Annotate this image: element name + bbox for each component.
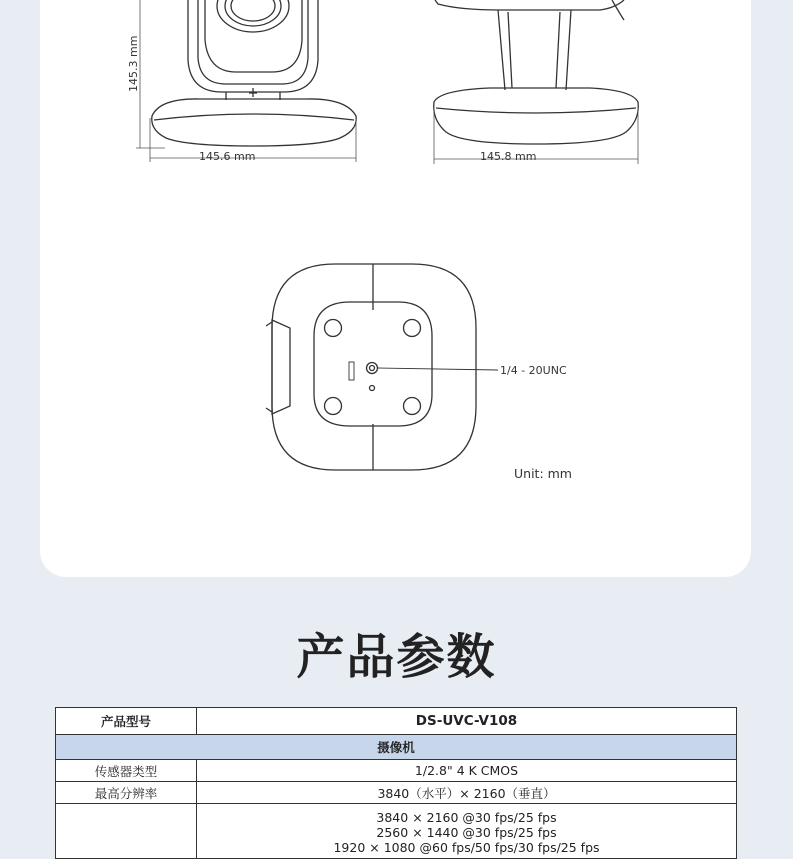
max-resolution-value: 3840（水平）× 2160（垂直） [197, 782, 737, 804]
model-label: 产品型号 [56, 708, 197, 735]
resolution-line: 1920 × 1080 @60 fps/50 fps/30 fps/25 fps [333, 840, 600, 855]
front-dimension-lines [136, 0, 356, 162]
sensor-type-value: 1/2.8" 4 K CMOS [197, 760, 737, 782]
front-height-label: 145.3 mm [127, 35, 140, 92]
side-view-drawing [434, 0, 639, 144]
max-resolution-label: 最高分辨率 [56, 782, 197, 804]
table-row [56, 708, 737, 735]
resolution-modes-value [197, 804, 737, 859]
resolution-line: 2560 × 1440 @30 fps/25 fps [376, 825, 557, 840]
sensor-type-label: 传感器类型 [56, 760, 197, 782]
table-row [56, 760, 737, 782]
camera-section-label: 摄像机 [56, 735, 737, 760]
resolution-modes-label [56, 804, 197, 859]
bottom-view-drawing [266, 264, 498, 470]
spec-table [55, 707, 737, 859]
mount-thread-label: 1/4 - 20UNC [500, 364, 567, 377]
table-row [56, 782, 737, 804]
model-value: DS-UVC-V108 [197, 708, 737, 735]
section-title: 产品参数 [296, 629, 497, 685]
front-width-label: 145.6 mm [199, 150, 256, 163]
front-view-drawing [152, 0, 356, 146]
section-row [56, 735, 737, 760]
unit-note: Unit: mm [514, 466, 572, 481]
side-width-label: 145.8 mm [480, 150, 537, 163]
resolution-line: 3840 × 2160 @30 fps/25 fps [376, 810, 557, 825]
table-row [56, 804, 737, 859]
